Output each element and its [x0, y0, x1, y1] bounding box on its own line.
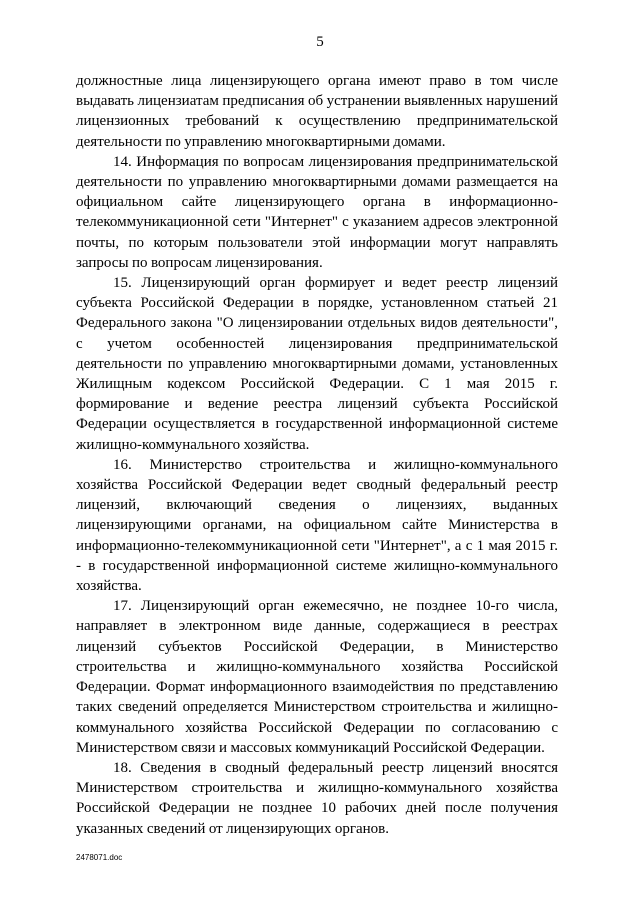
- page-number: 5: [316, 34, 324, 50]
- paragraph-16: 16. Министерство строительства и жилищно-коммунального хозяйства Российской Федерации ведет сводный федеральный реестр лицензий, включающий сведения о лицензиях, выданных лицензирующими органами, на официальном сайте Министерства в информационно-телекоммуникационной сети "Интернет", а с 1 мая 2015 г. - в государственной информационной системе жилищно-коммунального хозяйства.: [76, 456, 558, 595]
- paragraph-14: 14. Информация по вопросам лицензирования предпринимательской деятельности по управлению многоквартирными домами размещается на официальном сайте лицензирующего органа в информационно-телекоммуникационной сети "Интернет" с указанием адресов электронной почты, по которым пользователи этой информации могут направлять запросы по вопросам лицензирования.: [76, 153, 558, 271]
- paragraph-15: 15. Лицензирующий орган формирует и ведет реестр лицензий субъекта Российской Федерации в порядке, установленном статьей 21 Федерального закона "О лицензировании отдельных видов деятельности", с учетом особенностей лицензирования предпринимательской деятельности по управлению многоквартирными домами, установленных Жилищным кодексом Российской Федерации. С 1 мая 2015 г. формирование и ведение реестра лицензий субъекта Российской Федерации осуществляется в государственной информационной системе жилищно-коммунального хозяйства.: [76, 275, 558, 453]
- document-body: [76, 71, 558, 839]
- paragraph-continuation: должностные лица лицензирующего органа имеют право в том числе выдавать лицензиатам предписания об устранении выявленных нарушений лицензионных требований к осуществлению предпринимательской деятельности по управлению многоквартирными домами.: [76, 73, 558, 150]
- paragraph-17: 17. Лицензирующий орган ежемесячно, не позднее 10-го числа, направляет в электронном виде данные, содержащиеся в реестрах лицензий субъектов Российской Федерации, в Министерство строительства и жилищно-коммунального хозяйства Российской Федерации. Формат информационного взаимодействия по представлению таких сведений определяется Министерством строительства и жилищно-коммунального хозяйства Российской Федерации по согласованию с Министерством связи и массовых коммуникаций Российской Федерации.: [76, 598, 558, 756]
- paragraph-18: 18. Сведения в сводный федеральный реестр лицензий вносятся Министерством строительства и жилищно-коммунального хозяйства Российской Федерации не позднее 10 рабочих дней после получения указанных сведений от лицензирующих органов.: [76, 759, 558, 837]
- footer-filename: 2478071.doc: [76, 853, 123, 862]
